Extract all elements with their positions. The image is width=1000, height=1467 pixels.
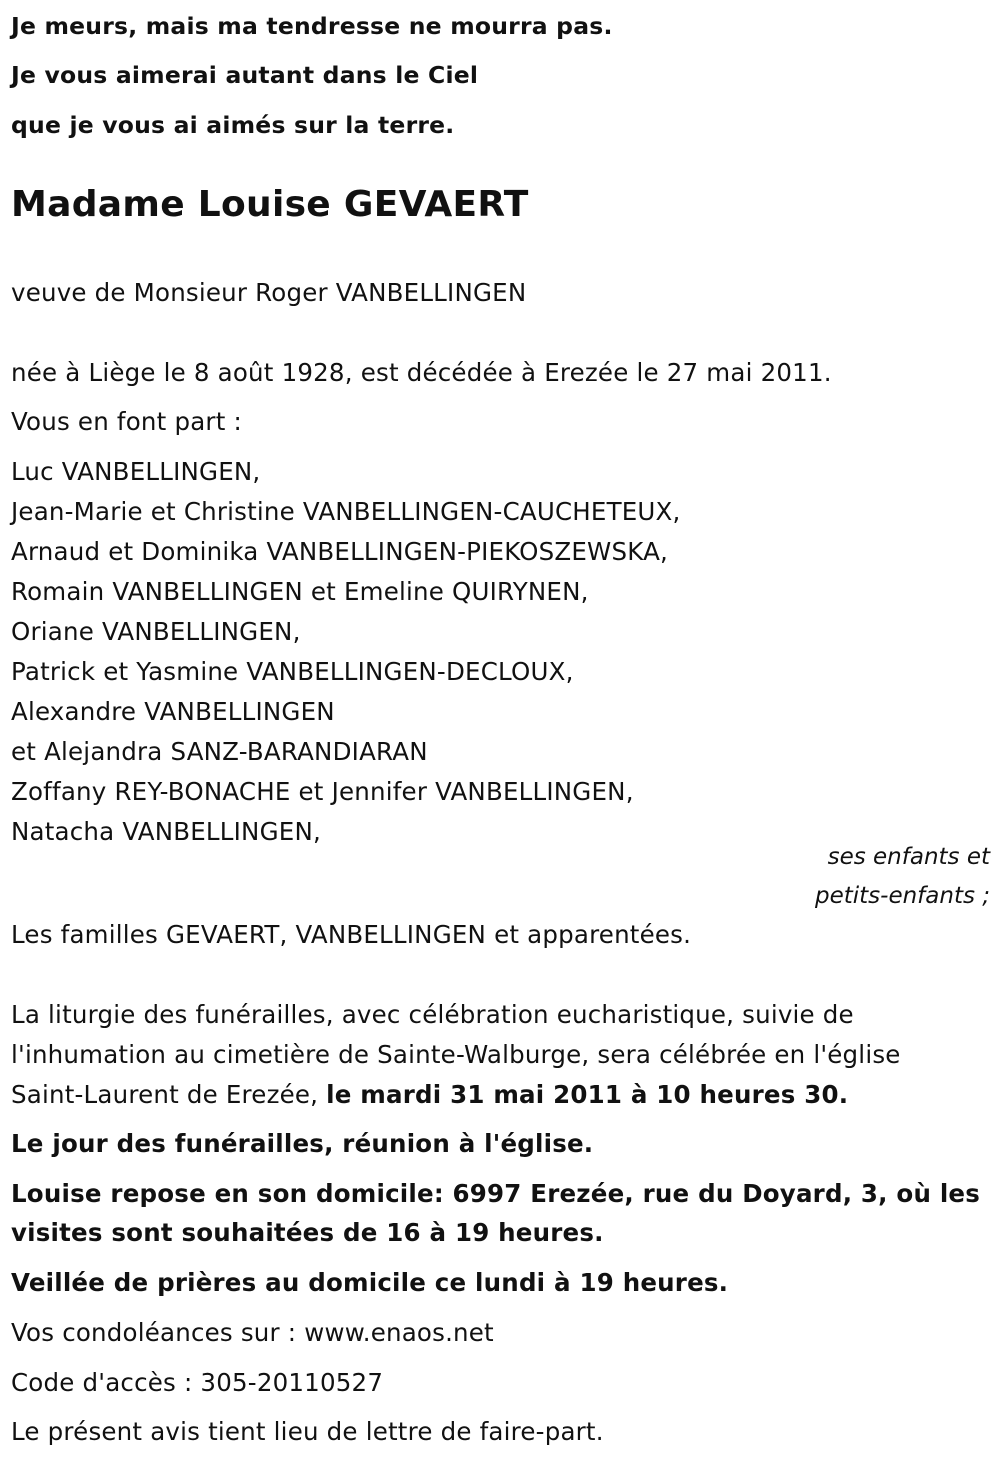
spouse-line: veuve de Monsieur Roger VANBELLINGEN — [11, 278, 527, 307]
family-member: Arnaud et Dominika VANBELLINGEN-PIEKOSZEWSKA, — [11, 537, 669, 566]
vigil-line: Veillée de prières au domicile ce lundi à 19 heures. — [11, 1268, 729, 1297]
poem-line-1: Je meurs, mais ma tendresse ne mourra pas. — [11, 12, 613, 40]
poem-line-2: Je vous aimerai autant dans le Ciel — [11, 61, 479, 89]
deceased-name: Madame Louise GEVAERT — [11, 184, 529, 225]
relation-line-1: ses enfants et — [827, 844, 990, 870]
family-member: Jean-Marie et Christine VANBELLINGEN-CAUCHETEUX, — [11, 497, 681, 526]
notice-line: Le présent avis tient lieu de lettre de faire-part. — [11, 1417, 604, 1446]
rest-line-1: Louise repose en son domicile: 6997 Erezée, rue du Doyard, 3, où les — [11, 1179, 981, 1208]
liturgy-location: Saint-Laurent de Erezée, — [11, 1080, 327, 1109]
family-member: Oriane VANBELLINGEN, — [11, 617, 301, 646]
funeral-date-time: le mardi 31 mai 2011 à 10 heures 30. — [326, 1080, 849, 1109]
family-member: et Alejandra SANZ-BARANDIARAN — [11, 737, 428, 766]
family-member: Romain VANBELLINGEN et Emeline QUIRYNEN, — [11, 577, 589, 606]
liturgy-line-1: La liturgie des funérailles, avec célébration eucharistique, suivie de — [11, 1000, 854, 1029]
condolences-line — [11, 1318, 494, 1348]
condolences-link[interactable]: www.enaos.net — [304, 1318, 494, 1347]
family-member: Zoffany REY-BONACHE et Jennifer VANBELLINGEN, — [11, 777, 634, 806]
families-line: Les familles GEVAERT, VANBELLINGEN et apparentées. — [11, 920, 692, 949]
announcement-intro: Vous en font part : — [11, 407, 242, 436]
family-member: Natacha VANBELLINGEN, — [11, 817, 321, 846]
family-member: Patrick et Yasmine VANBELLINGEN-DECLOUX, — [11, 657, 574, 686]
liturgy-line-2: l'inhumation au cimetière de Sainte-Walburge, sera célébrée en l'église — [11, 1040, 901, 1069]
poem-line-3: que je vous ai aimés sur la terre. — [11, 111, 455, 139]
family-member: Alexandre VANBELLINGEN — [11, 697, 335, 726]
relation-line-2: petits-enfants ; — [814, 883, 990, 909]
family-member: Luc VANBELLINGEN, — [11, 457, 261, 486]
liturgy-line-3 — [11, 1080, 848, 1110]
birth-death-line: née à Liège le 8 août 1928, est décédée à Erezée le 27 mai 2011. — [11, 358, 832, 387]
rest-line-2: visites sont souhaitées de 16 à 19 heures. — [11, 1218, 604, 1247]
condolences-label: Vos condoléances sur : — [11, 1318, 305, 1347]
access-code-line: Code d'accès : 305-20110527 — [11, 1368, 384, 1397]
meeting-line: Le jour des funérailles, réunion à l'église. — [11, 1129, 594, 1158]
